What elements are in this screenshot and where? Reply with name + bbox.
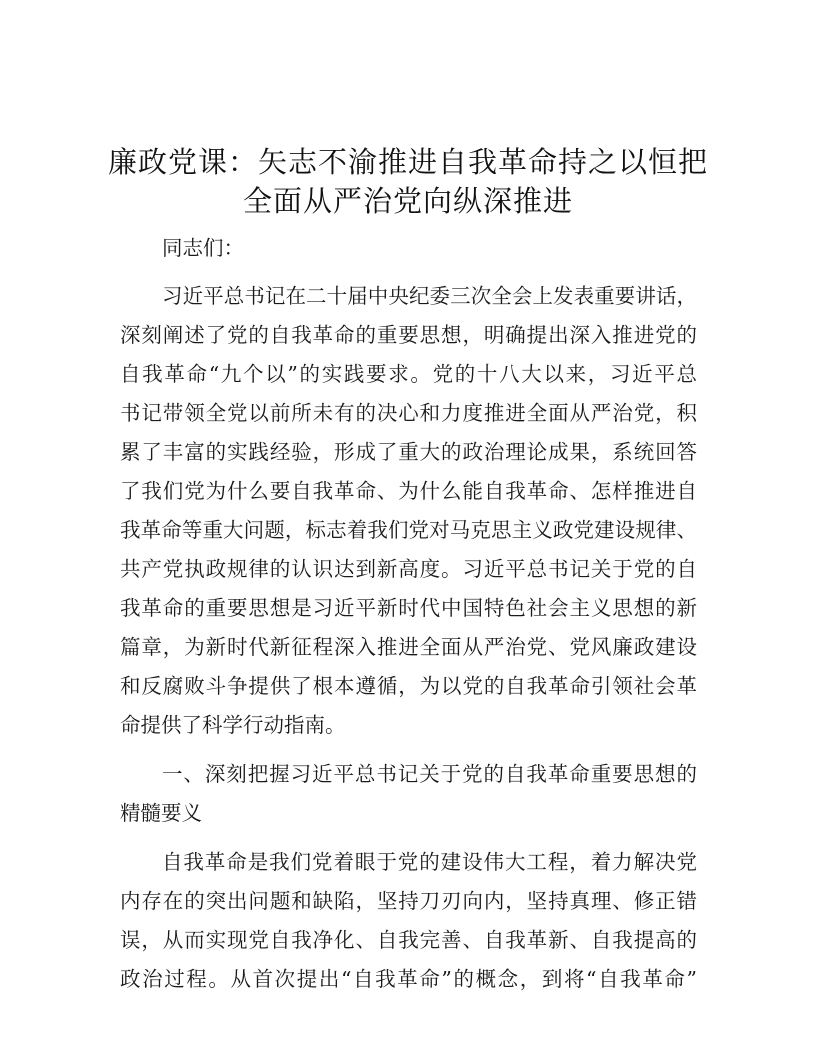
section-heading-cont: 精髓要义 <box>120 801 202 825</box>
body-line: 篇章，为新时代新征程深入推进全面从严治党、党风廉政建设 <box>120 635 697 659</box>
body-line: 习近平总书记在二十届中央纪委三次全会上发表重要讲话， <box>162 284 697 308</box>
body-line: 内存在的突出问题和缺陷，坚持刀刃向内，坚持真理、修正错 <box>120 889 697 913</box>
document-title-line-1: 廉政党课：矢志不渝推进自我革命持之以恒把 <box>107 145 708 179</box>
body-line: 了我们党为什么要自我革命、为什么能自我革命、怎样推进自 <box>120 479 697 503</box>
body-line: 我革命的重要思想是习近平新时代中国特色社会主义思想的新 <box>120 596 697 620</box>
body-line: 累了丰富的实践经验，形成了重大的政治理论成果，系统回答 <box>120 440 697 464</box>
section-heading: 一、深刻把握习近平总书记关于党的自我革命重要思想的 <box>162 762 697 786</box>
body-line: 深刻阐述了党的自我革命的重要思想，明确提出深入推进党的 <box>120 323 697 347</box>
document-title-line-2: 全面从严治党向纵深推进 <box>242 184 573 218</box>
body-line: 自我革命“九个以”的实践要求。党的十八大以来，习近平总 <box>120 362 697 386</box>
salutation: 同志们： <box>162 236 244 260</box>
body-line: 书记带领全党以前所未有的决心和力度推进全面从严治党，积 <box>120 401 697 425</box>
body-line: 误，从而实现党自我净化、自我完善、自我革新、自我提高的 <box>120 928 697 952</box>
body-line: 自我革命是我们党着眼于党的建设伟大工程，着力解决党 <box>162 850 697 874</box>
body-line: 和反腐败斗争提供了根本遵循，为以党的自我革命引领社会革 <box>120 674 697 698</box>
body-line: 我革命等重大问题，标志着我们党对马克思主义政党建设规律、 <box>120 518 697 542</box>
body-line: 命提供了科学行动指南。 <box>120 713 346 737</box>
body-line: 政治过程。从首次提出“自我革命”的概念，到将“自我革命” <box>120 967 697 991</box>
body-line: 共产党执政规律的认识达到新高度。习近平总书记关于党的自 <box>120 557 697 581</box>
